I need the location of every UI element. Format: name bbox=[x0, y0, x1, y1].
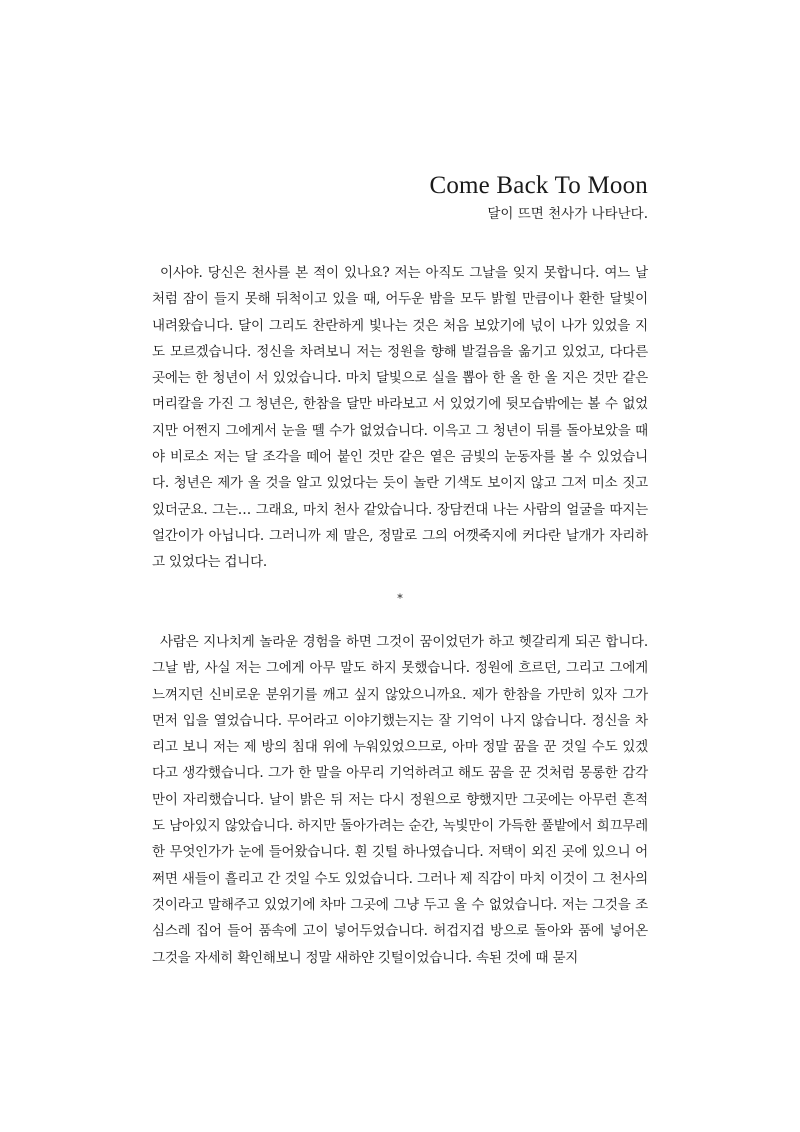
body-paragraph-2: 사람은 지나치게 놀라운 경험을 하면 그것이 꿈이었던가 하고 헷갈리게 되곤 합니다. 그날 밤, 사실 저는 그에게 아무 말도 하지 못했습니다. 정원에 흐르던, 그리고 그에게 느껴지던 신비로운 분위기를 깨고 싶지 않았으니까요. 제가 한참을 가만히 있자 그가 먼저 입을 열었습니다. 무어라고 이야기했는지는 잘 기억이 나지 않습니다. 정신을 차리고 보니 저는 제 방의 침대 위에 누워있었으므로, 아마 정말 꿈을 꾼 것일 수도 있겠다고 생각했습니다. 그가 한 말을 아무리 기억하려고 해도 꿈을 꾼 것처럼 몽롱한 감각만이 자리했습니다. 날이 밝은 뒤 저는 다시 정원으로 향했지만 그곳에는 아무런 흔적도 남아있지 않았습니다. 하지만 돌아가려는 순간, 녹빛만이 가득한 풀밭에서 희끄무레한 무엇인가가 눈에 들어왔습니다. 흰 깃털 하나였습니다. 저택이 외진 곳에 있으니 어쩌면 새들이 흘리고 간 것일 수도 있었습니다. 그러나 제 직감이 마치 이것이 그 천사의 것이라고 말해주고 있었기에 차마 그곳에 그냥 두고 올 수 없었습니다. 저는 그것을 조심스레 집어 들어 품속에 고이 넣어두었습니다. 허겁지겁 방으로 돌아와 품에 넣어온 그것을 자세히 확인해보니 정말 새하얀 깃털이었습니다. 속된 것에 때 묻지 bbox=[152, 634, 648, 966]
body-paragraph-1: 이사야. 당신은 천사를 본 적이 있나요? 저는 아직도 그날을 잊지 못합니다. 여느 날처럼 잠이 들지 못해 뒤척이고 있을 때, 어두운 밤을 모두 밝힐 만큼이나 환한 달빛이 내려왔습니다. 달이 그리도 찬란하게 빛나는 것은 처음 보았기에 넋이 나가 있었을 지도 모르겠습니다. 정신을 차려보니 저는 정원을 향해 발걸음을 옮기고 있었고, 다다른 곳에는 한 청년이 서 있었습니다. 마치 달빛으로 실을 뽑아 한 올 한 올 지은 것만 같은 머리칼을 가진 그 청년은, 한참을 달만 바라보고 서 있었기에 뒷모습밖에는 볼 수 없었지만 어쩐지 그에게서 눈을 뗄 수가 없었습니다. 이윽고 그 청년이 뒤를 돌아보았을 때야 비로소 저는 달 조각을 떼어 붙인 것만 같은 옅은 금빛의 눈동자를 볼 수 있었습니다. 청년은 제가 올 것을 알고 있었다는 듯이 놀란 기색도 보이지 않고 그저 미소 짓고 있더군요. 그는… 그래요, 마치 천사 같았습니다. 장담컨대 나는 사람의 얼굴을 따지는 얼간이가 아닙니다. 그러니까 제 말은, 정말로 그의 어깻죽지에 커다란 날개가 자리하고 있었다는 겁니다. bbox=[152, 265, 648, 571]
document-title: Come Back To Moon bbox=[429, 172, 648, 199]
section-separator: * bbox=[397, 592, 403, 605]
document-subtitle: 달이 뜨면 천사가 나타난다. bbox=[487, 206, 648, 222]
